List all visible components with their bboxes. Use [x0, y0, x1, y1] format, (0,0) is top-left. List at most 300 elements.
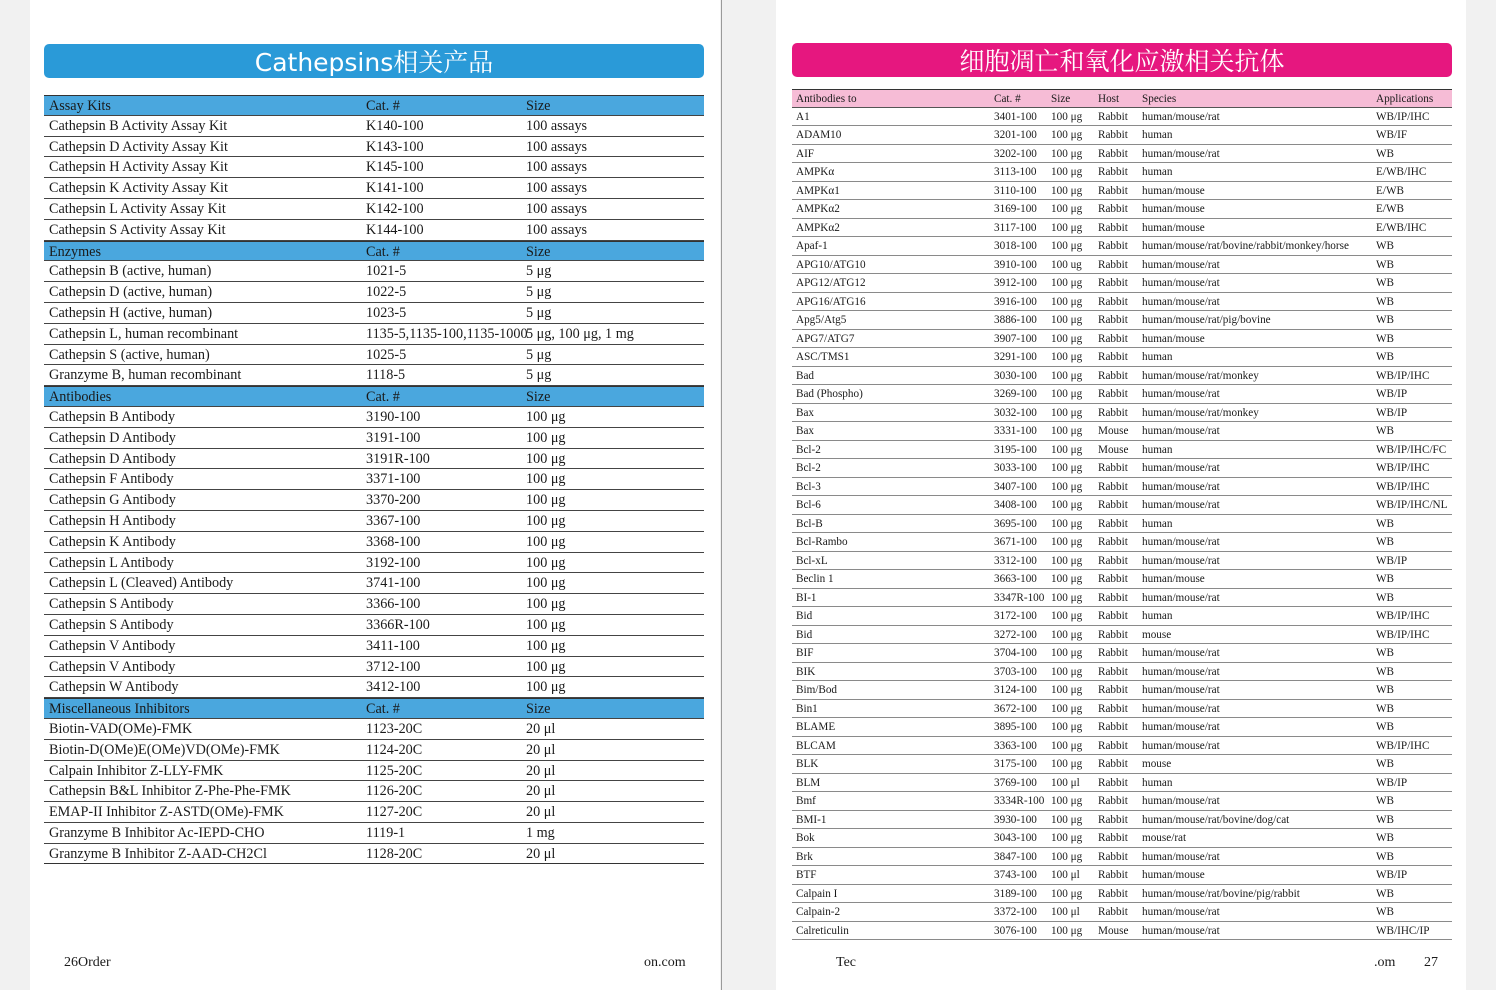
antibody-name: Bcl-3: [796, 480, 821, 493]
catalog-number: 3912-100: [994, 277, 1037, 289]
antibody-name: AIF: [796, 147, 815, 160]
product-name: Cathepsin B Activity Assay Kit: [49, 117, 228, 134]
product-name: Cathepsin D Activity Assay Kit: [49, 138, 228, 155]
table-row: [44, 677, 704, 698]
species: human/mouse/rat: [1142, 739, 1220, 752]
antibody-name: Bcl-B: [796, 517, 823, 530]
applications: WB: [1376, 425, 1395, 437]
antibody-name: BMI-1: [796, 813, 827, 826]
product-size: 100 μg: [1051, 573, 1083, 585]
section-header: [44, 698, 704, 719]
right-page-number: 27: [1424, 955, 1438, 970]
product-size: 100 μg: [1051, 887, 1083, 900]
product-size: 5 μg: [526, 284, 552, 301]
catalog-number: 3363-100: [994, 739, 1037, 752]
size-header: Size: [1051, 93, 1071, 105]
table-row: [792, 866, 1452, 885]
catalog-number: 3190-100: [366, 408, 421, 425]
host: Rabbit: [1098, 240, 1128, 252]
table-row: [792, 163, 1452, 182]
table-row: [792, 219, 1452, 238]
product-name: Cathepsin F Antibody: [49, 471, 174, 488]
applications: WB: [1376, 795, 1395, 807]
product-size: 100 μg: [1051, 425, 1083, 437]
size-header: Size: [526, 98, 551, 114]
species: human/mouse/rat/monkey: [1142, 406, 1259, 419]
section-header: [44, 241, 704, 262]
apoptosis-antibody-table: [792, 89, 1452, 940]
catalog-number: 3334R-100: [994, 795, 1045, 807]
product-size: 5 μg: [526, 367, 552, 384]
table-row: [792, 737, 1452, 756]
product-name: Cathepsin V Antibody: [49, 637, 176, 654]
product-name: Cathepsin W Antibody: [49, 679, 179, 696]
product-name: Cathepsin B Antibody: [49, 408, 176, 425]
table-row: [44, 657, 704, 678]
table-row: [44, 781, 704, 802]
product-size: 100 μg: [526, 512, 566, 529]
table-row: [44, 469, 704, 490]
product-name: Biotin-D(OMe)E(OMe)VD(OMe)-FMK: [49, 741, 280, 758]
applications: WB: [1376, 536, 1395, 548]
table-row: [792, 367, 1452, 386]
table-row: [792, 182, 1452, 201]
product-size: 5 μg: [526, 263, 552, 280]
species: human/mouse/rat: [1142, 462, 1220, 474]
catalog-number: 3189-100: [994, 887, 1037, 900]
catalog-number: 3366R-100: [366, 616, 430, 633]
species: human/mouse/rat: [1142, 277, 1220, 289]
table-row: [792, 774, 1452, 793]
product-size: 100 μg: [526, 616, 566, 633]
table-row: [792, 792, 1452, 811]
section-title: Enzymes: [49, 243, 102, 260]
catalog-number: 3671-100: [994, 536, 1037, 548]
right-page: [776, 0, 1466, 990]
product-size: 100 μg: [1051, 314, 1083, 326]
product-name: Cathepsin H Antibody: [49, 512, 176, 529]
host: Rabbit: [1098, 314, 1128, 326]
catalog-number: 3930-100: [994, 813, 1037, 826]
applications: WB/IP/IHC: [1376, 462, 1430, 474]
product-size: 100 μg: [1051, 832, 1083, 844]
host: Rabbit: [1098, 628, 1128, 641]
gutter-divider: [721, 0, 722, 990]
species: human/mouse/rat: [1142, 258, 1220, 271]
species: human/mouse/rat: [1142, 665, 1220, 678]
applications: WB/IP: [1376, 776, 1408, 789]
product-size: 100 μg: [1051, 462, 1083, 474]
host: Rabbit: [1098, 795, 1128, 807]
table-row: [792, 422, 1452, 441]
left-banner-title: Cathepsins相关产品: [254, 48, 494, 77]
applications: WB: [1376, 240, 1395, 252]
product-size: 100 μg: [1051, 221, 1083, 234]
catalog-number: 3291-100: [994, 351, 1037, 363]
product-size: 100 μg: [1051, 721, 1083, 733]
product-size: 100 μl: [1051, 869, 1080, 881]
antibody-name: Apaf-1: [796, 240, 828, 252]
catalog-number: 3272-100: [994, 628, 1037, 641]
table-row: [792, 311, 1452, 330]
table-row: [792, 570, 1452, 589]
table-row: [792, 533, 1452, 552]
host: Rabbit: [1098, 499, 1128, 511]
antibody-name: AMPKα: [796, 166, 835, 178]
product-size: 100 μg: [1051, 813, 1083, 826]
species: human/mouse/rat: [1142, 850, 1220, 863]
product-size: 100 μg: [1051, 702, 1083, 715]
host: Rabbit: [1098, 721, 1128, 733]
table-row: [44, 345, 704, 366]
product-size: 100 μg: [1051, 480, 1083, 493]
catalog-number: 3370-200: [366, 492, 421, 509]
species: human/mouse: [1142, 184, 1205, 197]
table-row: [792, 700, 1452, 719]
section-title: Miscellaneous Inhibitors: [49, 701, 190, 718]
applications: WB/IP: [1376, 406, 1408, 419]
applications: WB: [1376, 647, 1395, 659]
species: human/mouse/rat/pig/bovine: [1142, 314, 1271, 326]
species: human/mouse/rat: [1142, 647, 1220, 659]
host-header: Host: [1098, 93, 1120, 105]
left-page: [30, 0, 720, 990]
host: Rabbit: [1098, 739, 1128, 752]
host: Rabbit: [1098, 462, 1128, 474]
product-name: Cathepsin S Antibody: [49, 616, 174, 633]
host: Rabbit: [1098, 684, 1128, 696]
catalog-number: 3663-100: [994, 573, 1037, 585]
table-row: [44, 823, 704, 844]
product-size: 100 μg: [1051, 554, 1083, 567]
product-size: 100 μg: [526, 679, 566, 696]
product-name: Cathepsin D Antibody: [49, 429, 176, 446]
applications: WB/IP: [1376, 554, 1408, 567]
table-row: [792, 885, 1452, 904]
table-row: [792, 811, 1452, 830]
antibody-name: Bcl-xL: [796, 554, 828, 567]
antibody-name: Apg5/Atg5: [796, 314, 847, 326]
table-row: [792, 348, 1452, 367]
catalog-number: 3172-100: [994, 610, 1037, 622]
table-row: [792, 644, 1452, 663]
product-name: Cathepsin L (Cleaved) Antibody: [49, 575, 234, 592]
product-size: 100 μg: [526, 575, 566, 592]
antibody-name: Bcl-2: [796, 443, 821, 456]
host: Mouse: [1098, 425, 1129, 437]
catalog-number: 1127-20C: [366, 804, 423, 821]
catalog-number: 3847-100: [994, 850, 1037, 863]
catalog-number: 3367-100: [366, 512, 421, 529]
product-size: 100 μg: [526, 408, 566, 425]
section-title: Assay Kits: [49, 98, 111, 114]
species: human/mouse: [1142, 332, 1205, 345]
table-row: [44, 303, 704, 324]
catalog-number: 1118-5: [366, 367, 406, 384]
catalog-number: 3741-100: [366, 575, 421, 592]
table-row: [44, 615, 704, 636]
host: Rabbit: [1098, 221, 1128, 234]
product-name: EMAP-II Inhibitor Z-ASTD(OMe)-FMK: [49, 804, 284, 821]
table-row: [44, 324, 704, 345]
catalog-number: 3412-100: [366, 679, 421, 696]
table-row: [44, 157, 704, 178]
catalog-number: 1022-5: [366, 284, 407, 301]
species: human: [1142, 443, 1173, 456]
applications: WB: [1376, 314, 1395, 326]
product-size: 100 μg: [1051, 850, 1083, 863]
catalog-number: 3076-100: [994, 924, 1037, 937]
product-name: Cathepsin D Antibody: [49, 450, 176, 467]
table-row: [792, 108, 1452, 127]
host: Rabbit: [1098, 813, 1128, 826]
applications: WB/IP/IHC/FC: [1376, 443, 1447, 456]
table-row: [792, 441, 1452, 460]
applications: WB: [1376, 591, 1395, 604]
catalog-number: 3331-100: [994, 425, 1037, 437]
catalog-number: 1119-1: [366, 824, 406, 841]
product-size: 20 μl: [526, 720, 556, 737]
antibody-name: BLAME: [796, 721, 836, 733]
species: human/mouse/rat: [1142, 147, 1220, 160]
applications: WB: [1376, 258, 1395, 271]
host: Rabbit: [1098, 480, 1128, 493]
product-size: 5 μg, 100 μg, 1 mg: [526, 325, 634, 342]
table-row: [44, 137, 704, 158]
catalog-number: 1124-20C: [366, 741, 423, 758]
table-row: [792, 496, 1452, 515]
host: Rabbit: [1098, 832, 1128, 844]
species: human/mouse: [1142, 869, 1205, 881]
catalog-number: 3033-100: [994, 462, 1037, 474]
species: human/mouse/rat/monkey: [1142, 369, 1259, 382]
cat-header: Cat. #: [366, 98, 400, 114]
species: human/mouse/rat: [1142, 295, 1220, 308]
host: Rabbit: [1098, 850, 1128, 863]
product-size: 100 μg: [526, 533, 566, 550]
applications: WB: [1376, 832, 1395, 844]
applications: WB/IP/IHC: [1376, 369, 1430, 382]
antibody-header: Antibodies to: [796, 93, 857, 105]
table-row: [44, 594, 704, 615]
catalog-number: 3032-100: [994, 406, 1037, 419]
table-row: [44, 532, 704, 553]
product-size: 100 μg: [1051, 351, 1083, 363]
antibody-name: Calpain I: [796, 887, 838, 900]
product-name: Cathepsin B (active, human): [49, 263, 212, 280]
size-header: Size: [526, 243, 551, 260]
catalog-number: 3366-100: [366, 596, 421, 613]
catalog-number: 3110-100: [994, 184, 1037, 197]
applications: WB: [1376, 702, 1395, 715]
cathepsins-product-table: [44, 95, 704, 864]
species: human: [1142, 351, 1173, 363]
applications: WB: [1376, 295, 1395, 308]
table-row: [44, 199, 704, 220]
applications: WB/IP/IHC: [1376, 480, 1430, 493]
catalog-number: 3886-100: [994, 314, 1037, 326]
left-footer-text: 26Order: [64, 955, 111, 970]
antibody-name: AMPKα1: [796, 184, 840, 197]
product-size: 100 μg: [1051, 277, 1083, 289]
species: human/mouse/rat: [1142, 702, 1220, 715]
product-name: Cathepsin B&L Inhibitor Z-Phe-Phe-FMK: [49, 783, 291, 800]
catalog-number: K142-100: [366, 200, 424, 217]
product-size: 20 μl: [526, 845, 556, 862]
table-header: [792, 89, 1452, 108]
species: human/mouse/rat: [1142, 591, 1220, 604]
product-name: Cathepsin K Activity Assay Kit: [49, 180, 228, 197]
host: Mouse: [1098, 443, 1129, 456]
species: human: [1142, 517, 1173, 530]
table-row: [44, 802, 704, 823]
catalog-number: 3408-100: [994, 499, 1037, 511]
product-name: Cathepsin S (active, human): [49, 346, 210, 363]
product-name: Cathepsin D (active, human): [49, 284, 213, 301]
antibody-name: Calpain-2: [796, 906, 841, 918]
product-size: 100 μg: [1051, 517, 1083, 530]
host: Rabbit: [1098, 147, 1128, 160]
product-size: 100 μg: [526, 554, 566, 571]
antibody-name: APG7/ATG7: [796, 332, 855, 345]
product-size: 100 μg: [1051, 536, 1083, 548]
product-size: 100 μg: [1051, 610, 1083, 622]
product-size: 100 μg: [1051, 369, 1083, 382]
species: human/mouse/rat: [1142, 425, 1220, 437]
species: human/mouse/rat/bovine/dog/cat: [1142, 813, 1290, 826]
section-header: [44, 95, 704, 116]
host: Rabbit: [1098, 906, 1128, 918]
applications: WB: [1376, 277, 1395, 289]
product-size: 100 μg: [1051, 166, 1083, 178]
table-row: [792, 515, 1452, 534]
species: human: [1142, 610, 1173, 622]
product-size: 100 μg: [1051, 591, 1083, 604]
species: human/mouse/rat: [1142, 554, 1220, 567]
species: human/mouse: [1142, 221, 1205, 234]
product-size: 100 μg: [1051, 184, 1083, 197]
catalog-number: 3191R-100: [366, 450, 430, 467]
table-row: [44, 449, 704, 470]
table-row: [792, 126, 1452, 145]
catalog-number: 1123-20C: [366, 720, 423, 737]
table-row: [792, 459, 1452, 478]
table-row: [792, 478, 1452, 497]
antibody-name: ASC/TMS1: [796, 351, 850, 363]
species: human/mouse: [1142, 203, 1205, 215]
product-size: 100 ug: [1051, 258, 1082, 271]
product-name: Cathepsin S Antibody: [49, 596, 174, 613]
catalog-number: 3030-100: [994, 369, 1037, 382]
catalog-number: 1025-5: [366, 346, 407, 363]
table-row: [44, 116, 704, 137]
table-row: [792, 237, 1452, 256]
catalog-number: 3401-100: [994, 110, 1037, 123]
right-footer-url: .om: [1374, 955, 1396, 970]
product-size: 1 mg: [526, 824, 555, 841]
host: Rabbit: [1098, 517, 1128, 530]
product-size: 100 μg: [1051, 110, 1083, 123]
applications: WB/IP: [1376, 869, 1408, 881]
product-name: Granzyme B Inhibitor Z-AAD-CH2Cl: [49, 845, 267, 862]
table-row: [792, 607, 1452, 626]
catalog-number: K141-100: [366, 180, 424, 197]
catalog-number: 3916-100: [994, 295, 1037, 308]
table-row: [792, 922, 1452, 941]
catalog-number: 3371-100: [366, 471, 421, 488]
species: human/mouse/rat: [1142, 110, 1220, 123]
section-title: Antibodies: [49, 389, 112, 406]
catalog-number: 1128-20C: [366, 845, 423, 862]
catalog-number: 3407-100: [994, 480, 1037, 493]
catalog-number: 3347R-100: [994, 591, 1045, 604]
section-header: [44, 386, 704, 407]
species: human: [1142, 129, 1173, 141]
catalog-number: 3743-100: [994, 869, 1037, 881]
table-row: [792, 256, 1452, 275]
species: human/mouse/rat: [1142, 924, 1220, 937]
table-row: [44, 407, 704, 428]
antibody-name: Beclin 1: [796, 573, 834, 585]
host: Rabbit: [1098, 332, 1128, 345]
antibody-name: BI-1: [796, 591, 817, 604]
catalog-number: 3113-100: [994, 166, 1037, 178]
host: Rabbit: [1098, 610, 1128, 622]
product-name: Cathepsin K Antibody: [49, 533, 176, 550]
antibody-name: Bad: [796, 369, 815, 382]
catalog-number: 3117-100: [994, 221, 1037, 234]
applications: WB/IP: [1376, 388, 1408, 400]
catalog-number: 3368-100: [366, 533, 421, 550]
table-row: [792, 145, 1452, 164]
table-row: [792, 385, 1452, 404]
table-row: [792, 589, 1452, 608]
right-page-banner: [792, 43, 1452, 77]
species: human/mouse/rat/bovine/pig/rabbit: [1142, 887, 1300, 900]
host: Rabbit: [1098, 166, 1128, 178]
catalog-number: 3769-100: [994, 776, 1037, 789]
host: Rabbit: [1098, 406, 1128, 419]
antibody-name: Bok: [796, 832, 815, 844]
table-row: [44, 511, 704, 532]
product-size: 100 μg: [1051, 795, 1083, 807]
host: Rabbit: [1098, 573, 1128, 585]
catalog-number: 3704-100: [994, 647, 1037, 659]
table-row: [792, 755, 1452, 774]
product-size: 20 μl: [526, 783, 556, 800]
product-name: Cathepsin H Activity Assay Kit: [49, 159, 228, 176]
table-row: [44, 261, 704, 282]
antibody-name: A1: [796, 110, 810, 123]
applications: WB: [1376, 147, 1395, 160]
catalog-number: 3191-100: [366, 429, 421, 446]
host: Rabbit: [1098, 887, 1128, 900]
catalog-number: 3201-100: [994, 129, 1037, 141]
table-row: [44, 282, 704, 303]
antibody-name: BIK: [796, 665, 816, 678]
product-name: Cathepsin V Antibody: [49, 658, 176, 675]
table-row: [792, 663, 1452, 682]
product-size: 100 μg: [1051, 739, 1083, 752]
host: Rabbit: [1098, 110, 1128, 123]
species-header: Species: [1142, 93, 1177, 105]
applications: WB: [1376, 887, 1395, 900]
left-footer-url: on.com: [644, 955, 686, 970]
product-size: 100 μg: [1051, 628, 1083, 641]
product-size: 20 μl: [526, 762, 556, 779]
host: Rabbit: [1098, 258, 1128, 271]
catalog-number: 3712-100: [366, 658, 421, 675]
